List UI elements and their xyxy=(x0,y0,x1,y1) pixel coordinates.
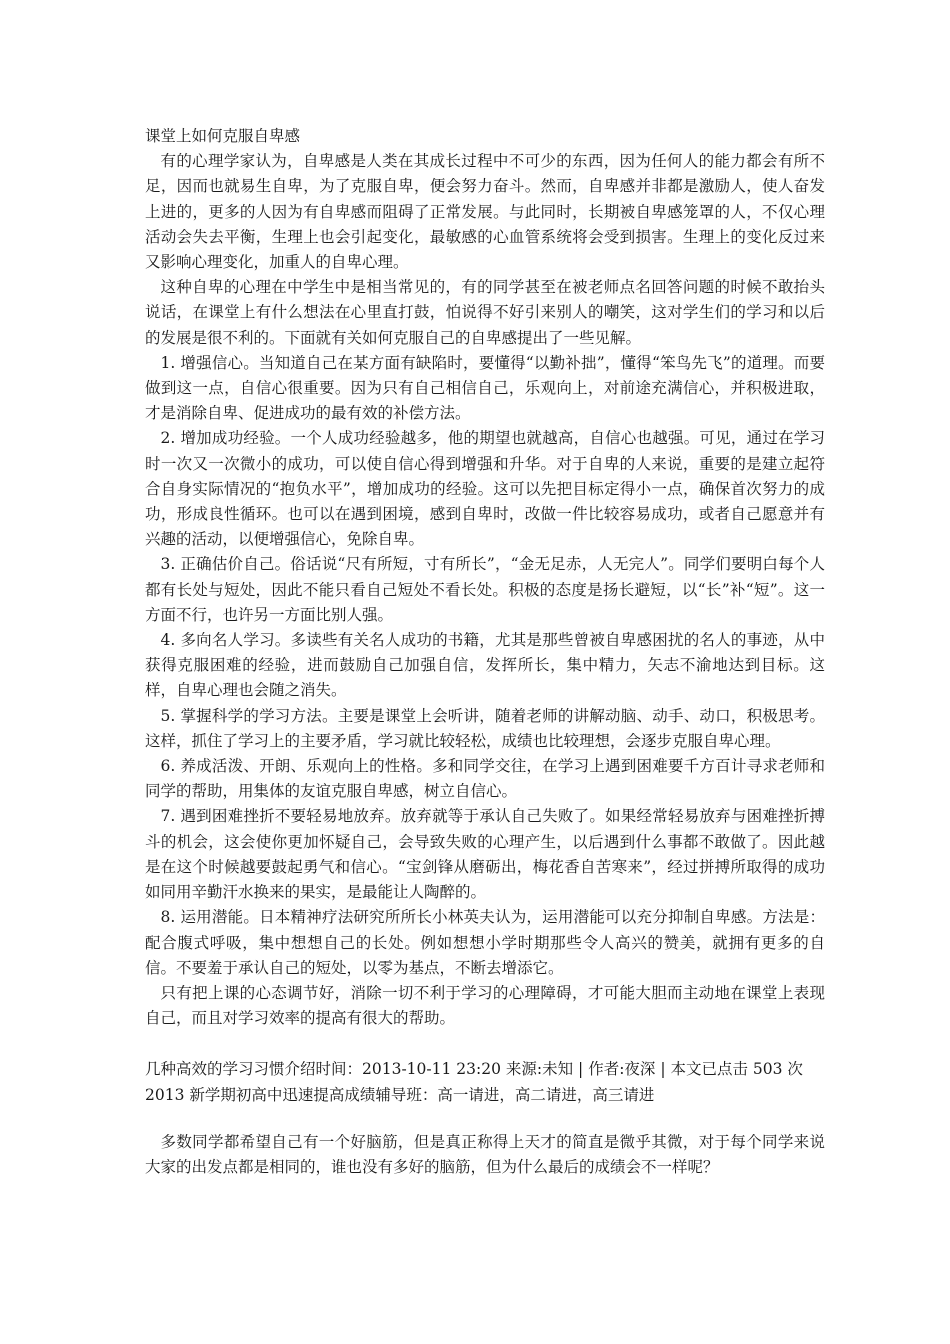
article-meta-line: 几种高效的学习习惯介绍时间：2013-10-11 23:20 来源:未知 | 作者:夜深 | 本文已点击 503 次 xyxy=(145,1060,803,1079)
spacer xyxy=(145,1108,825,1130)
list-item: 3. 正确估价自己。俗话说“尺有所短，寸有所长”，“金无足赤，人无完人”。同学们要明白每个人都有长处与短处，因此不能只看自己短处不看长处。积极的态度是扬长避短，以“长”补“短”。这一方面不行，也许另一方面比别人强。 xyxy=(145,555,825,624)
list-item: 1. 增强信心。当知道自己在某方面有缺陷时，要懂得“以勤补拙”，懂得“笨鸟先飞”的道理。而要做到这一点，自信心很重要。因为只有自己相信自己，乐观向上，对前途充满信心，并积极进取，才是消除自卑、促进成功的最有效的补偿方法。 xyxy=(145,353,825,423)
article2-intro: 多数同学都希望自己有一个好脑筋，但是真正称得上天才的简直是微乎其微，对于每个同学来说大家的出发点都是相同的，谁也没有多好的脑筋，但为什么最后的成绩会不一样呢？ xyxy=(145,1132,825,1176)
spacer xyxy=(145,1031,825,1057)
promo-line: 2013 新学期初高中迅速提高成绩辅导班：高一请进，高二请进，高三请进 xyxy=(145,1085,655,1104)
article-title: 课堂上如何克服自卑感 xyxy=(145,127,301,145)
intro-paragraph: 这种自卑的心理在中学生中是相当常见的，有的同学甚至在被老师点名回答问题的时候不敢抬头说话，在课堂上有什么想法在心里直打鼓，怕说得不好引来别人的嘲笑，这对学生们的学习和以后的发展是很不利的。下面就有关如何克服自己的自卑感提出了一些见解。 xyxy=(145,278,825,347)
list-item: 7. 遇到困难挫折不要轻易地放弃。放弃就等于承认自己失败了。如果经常轻易放弃与困难挫折搏斗的机会，这会使你更加怀疑自己，会导致失败的心理产生，以后遇到什么事都不敢做了。因此越是在这个时候越要鼓起勇气和信心。“宝剑锋从磨砺出，梅花香自苦寒来”，经过拼搏所取得的成功如同用辛勤汗水换来的果实，是最能让人陶醉的。 xyxy=(145,807,825,902)
list-item: 4. 多向名人学习。多读些有关名人成功的书籍，尤其是那些曾被自卑感困扰的名人的事迹，从中获得克服困难的经验，进而鼓励自己加强自信，发挥所长，集中精力，矢志不渝地达到目标。这样，自卑心理也会随之消失。 xyxy=(145,631,825,700)
list-item: 2. 增加成功经验。一个人成功经验越多，他的期望也就越高，自信心也越强。可见，通过在学习时一次又一次微小的成功，可以使自信心得到增强和升华。对于自卑的人来说，重要的是建立起符合自身实际情况的“抱负水平”，增加成功的经验。这可以先把目标定得小一点，确保首次努力的成功，形成良性循环。也可以在遇到困境，感到自卑时，改做一件比较容易成功，或者自己愿意并有兴趣的活动，以便增强信心，免除自卑。 xyxy=(145,429,825,549)
list-item: 8. 运用潜能。日本精神疗法研究所所长小林英夫认为，运用潜能可以充分抑制自卑感。方法是：配合腹式呼吸，集中想想自己的长处。例如想想小学时期那些令人高兴的赞美，就拥有更多的自信。不要羞于承认自己的短处，以零为基点，不断去增添它。 xyxy=(145,908,825,977)
list-item: 6. 养成活泼、开朗、乐观向上的性格。多和同学交往，在学习上遇到困难要千方百计寻求老师和同学的帮助，用集体的友谊克服自卑感，树立自信心。 xyxy=(145,757,825,801)
closing-paragraph: 只有把上课的心态调节好，消除一切不利于学习的心理障碍，才可能大胆而主动地在课堂上表现自己，而且对学习效率的提高有很大的帮助。 xyxy=(145,983,825,1028)
document-page xyxy=(145,124,825,1180)
list-item: 5. 掌握科学的学习方法。主要是课堂上会听讲，随着老师的讲解动脑、动手、动口，积极思考。这样，抓住了学习上的主要矛盾，学习就比较轻松，成绩也比较理想，会逐步克服自卑心理。 xyxy=(145,706,825,750)
intro-paragraph: 有的心理学家认为，自卑感是人类在其成长过程中不可少的东西，因为任何人的能力都会有所不足，因而也就易生自卑，为了克服自卑，便会努力奋斗。然而，自卑感并非都是激励人，使人奋发上进的，更多的人因为有自卑感而阻碍了正常发展。与此同时，长期被自卑感笼罩的人，不仅心理活动会失去平衡，生理上也会引起变化，最敏感的心血管系统将会受到损害。生理上的变化反过来又影响心理变化，加重人的自卑心理。 xyxy=(145,152,825,272)
